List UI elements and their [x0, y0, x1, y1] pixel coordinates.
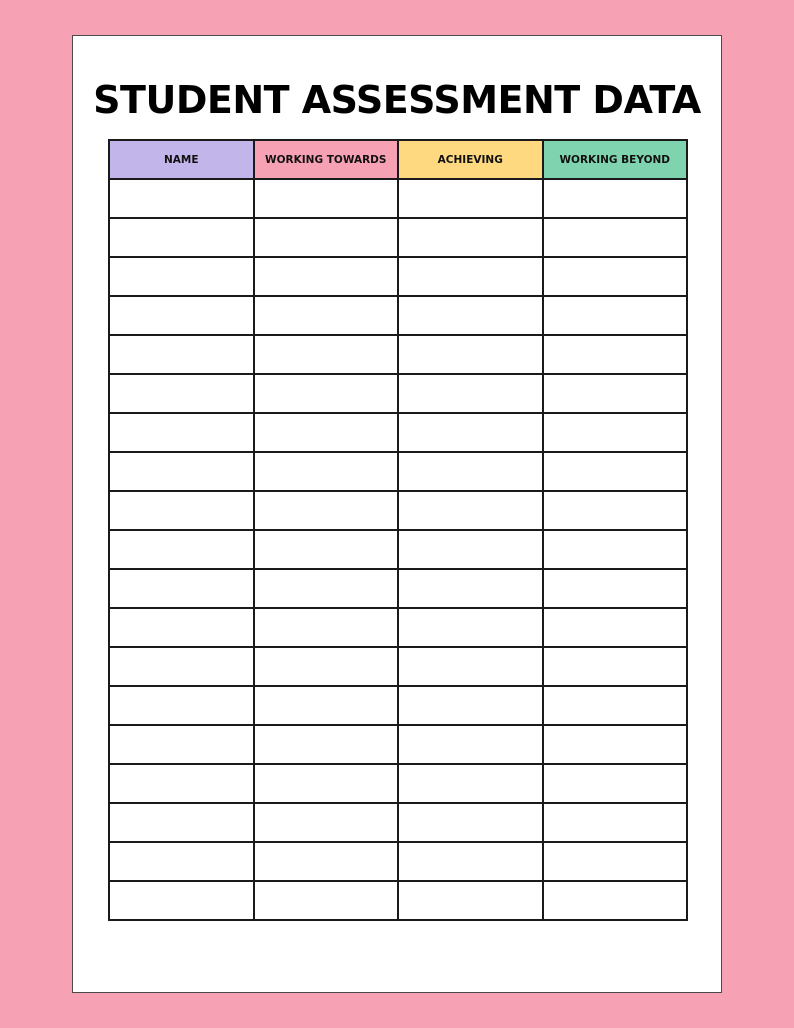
- table-row: [109, 881, 687, 920]
- cell-working-beyond[interactable]: [543, 725, 688, 764]
- cell-achieving[interactable]: [398, 335, 543, 374]
- table-row: [109, 608, 687, 647]
- page-title: STUDENT ASSESSMENT DATA: [93, 78, 701, 122]
- cell-working-beyond[interactable]: [543, 452, 688, 491]
- cell-working-beyond[interactable]: [543, 491, 688, 530]
- table-row: [109, 764, 687, 803]
- cell-achieving[interactable]: [398, 530, 543, 569]
- table-row: [109, 686, 687, 725]
- cell-working-towards[interactable]: [254, 842, 399, 881]
- cell-achieving[interactable]: [398, 842, 543, 881]
- cell-working-beyond[interactable]: [543, 257, 688, 296]
- cell-working-towards[interactable]: [254, 725, 399, 764]
- assessment-sheet: [72, 35, 722, 993]
- cell-working-towards[interactable]: [254, 413, 399, 452]
- table-row: [109, 374, 687, 413]
- cell-name[interactable]: [109, 452, 254, 491]
- cell-name[interactable]: [109, 491, 254, 530]
- cell-working-towards[interactable]: [254, 452, 399, 491]
- cell-working-towards[interactable]: [254, 803, 399, 842]
- column-header-working-towards: WORKING TOWARDS: [254, 140, 399, 179]
- column-header-working-beyond: WORKING BEYOND: [543, 140, 688, 179]
- cell-working-towards[interactable]: [254, 530, 399, 569]
- cell-name[interactable]: [109, 296, 254, 335]
- cell-achieving[interactable]: [398, 491, 543, 530]
- cell-name[interactable]: [109, 530, 254, 569]
- cell-achieving[interactable]: [398, 725, 543, 764]
- table-row: [109, 491, 687, 530]
- cell-working-towards[interactable]: [254, 764, 399, 803]
- cell-name[interactable]: [109, 608, 254, 647]
- table-row: [109, 335, 687, 374]
- cell-achieving[interactable]: [398, 257, 543, 296]
- cell-name[interactable]: [109, 179, 254, 218]
- cell-name[interactable]: [109, 881, 254, 920]
- cell-name[interactable]: [109, 764, 254, 803]
- table-row: [109, 257, 687, 296]
- cell-achieving[interactable]: [398, 218, 543, 257]
- cell-achieving[interactable]: [398, 374, 543, 413]
- table-body: [109, 179, 687, 920]
- cell-name[interactable]: [109, 725, 254, 764]
- cell-name[interactable]: [109, 842, 254, 881]
- cell-achieving[interactable]: [398, 296, 543, 335]
- cell-achieving[interactable]: [398, 179, 543, 218]
- cell-achieving[interactable]: [398, 647, 543, 686]
- assessment-table: [108, 139, 688, 921]
- cell-achieving[interactable]: [398, 569, 543, 608]
- cell-name[interactable]: [109, 647, 254, 686]
- cell-name[interactable]: [109, 374, 254, 413]
- cell-achieving[interactable]: [398, 764, 543, 803]
- cell-name[interactable]: [109, 803, 254, 842]
- cell-name[interactable]: [109, 569, 254, 608]
- cell-working-beyond[interactable]: [543, 803, 688, 842]
- column-header-name: NAME: [109, 140, 254, 179]
- cell-working-beyond[interactable]: [543, 842, 688, 881]
- cell-working-beyond[interactable]: [543, 335, 688, 374]
- cell-name[interactable]: [109, 413, 254, 452]
- table-row: [109, 179, 687, 218]
- cell-name[interactable]: [109, 686, 254, 725]
- table-row: [109, 725, 687, 764]
- cell-working-beyond[interactable]: [543, 608, 688, 647]
- cell-working-towards[interactable]: [254, 608, 399, 647]
- table-row: [109, 452, 687, 491]
- table-row: [109, 413, 687, 452]
- cell-achieving[interactable]: [398, 452, 543, 491]
- cell-name[interactable]: [109, 218, 254, 257]
- cell-working-beyond[interactable]: [543, 374, 688, 413]
- cell-working-towards[interactable]: [254, 686, 399, 725]
- cell-working-towards[interactable]: [254, 569, 399, 608]
- cell-working-towards[interactable]: [254, 881, 399, 920]
- cell-working-towards[interactable]: [254, 374, 399, 413]
- table-row: [109, 569, 687, 608]
- table-row: [109, 842, 687, 881]
- cell-working-beyond[interactable]: [543, 413, 688, 452]
- cell-working-beyond[interactable]: [543, 179, 688, 218]
- cell-working-beyond[interactable]: [543, 764, 688, 803]
- cell-working-beyond[interactable]: [543, 686, 688, 725]
- cell-working-towards[interactable]: [254, 335, 399, 374]
- cell-working-beyond[interactable]: [543, 569, 688, 608]
- cell-name[interactable]: [109, 335, 254, 374]
- table-row: [109, 296, 687, 335]
- cell-working-beyond[interactable]: [543, 296, 688, 335]
- cell-achieving[interactable]: [398, 881, 543, 920]
- cell-working-towards[interactable]: [254, 179, 399, 218]
- cell-working-towards[interactable]: [254, 257, 399, 296]
- cell-working-beyond[interactable]: [543, 881, 688, 920]
- cell-achieving[interactable]: [398, 686, 543, 725]
- cell-working-towards[interactable]: [254, 491, 399, 530]
- header-row: [109, 140, 687, 179]
- cell-achieving[interactable]: [398, 608, 543, 647]
- cell-working-beyond[interactable]: [543, 218, 688, 257]
- cell-working-beyond[interactable]: [543, 530, 688, 569]
- table-row: [109, 530, 687, 569]
- cell-working-beyond[interactable]: [543, 647, 688, 686]
- cell-achieving[interactable]: [398, 413, 543, 452]
- cell-name[interactable]: [109, 257, 254, 296]
- cell-working-towards[interactable]: [254, 218, 399, 257]
- column-header-achieving: ACHIEVING: [398, 140, 543, 179]
- cell-achieving[interactable]: [398, 803, 543, 842]
- table-row: [109, 803, 687, 842]
- cell-working-towards[interactable]: [254, 296, 399, 335]
- cell-working-towards[interactable]: [254, 647, 399, 686]
- table-row: [109, 647, 687, 686]
- table-row: [109, 218, 687, 257]
